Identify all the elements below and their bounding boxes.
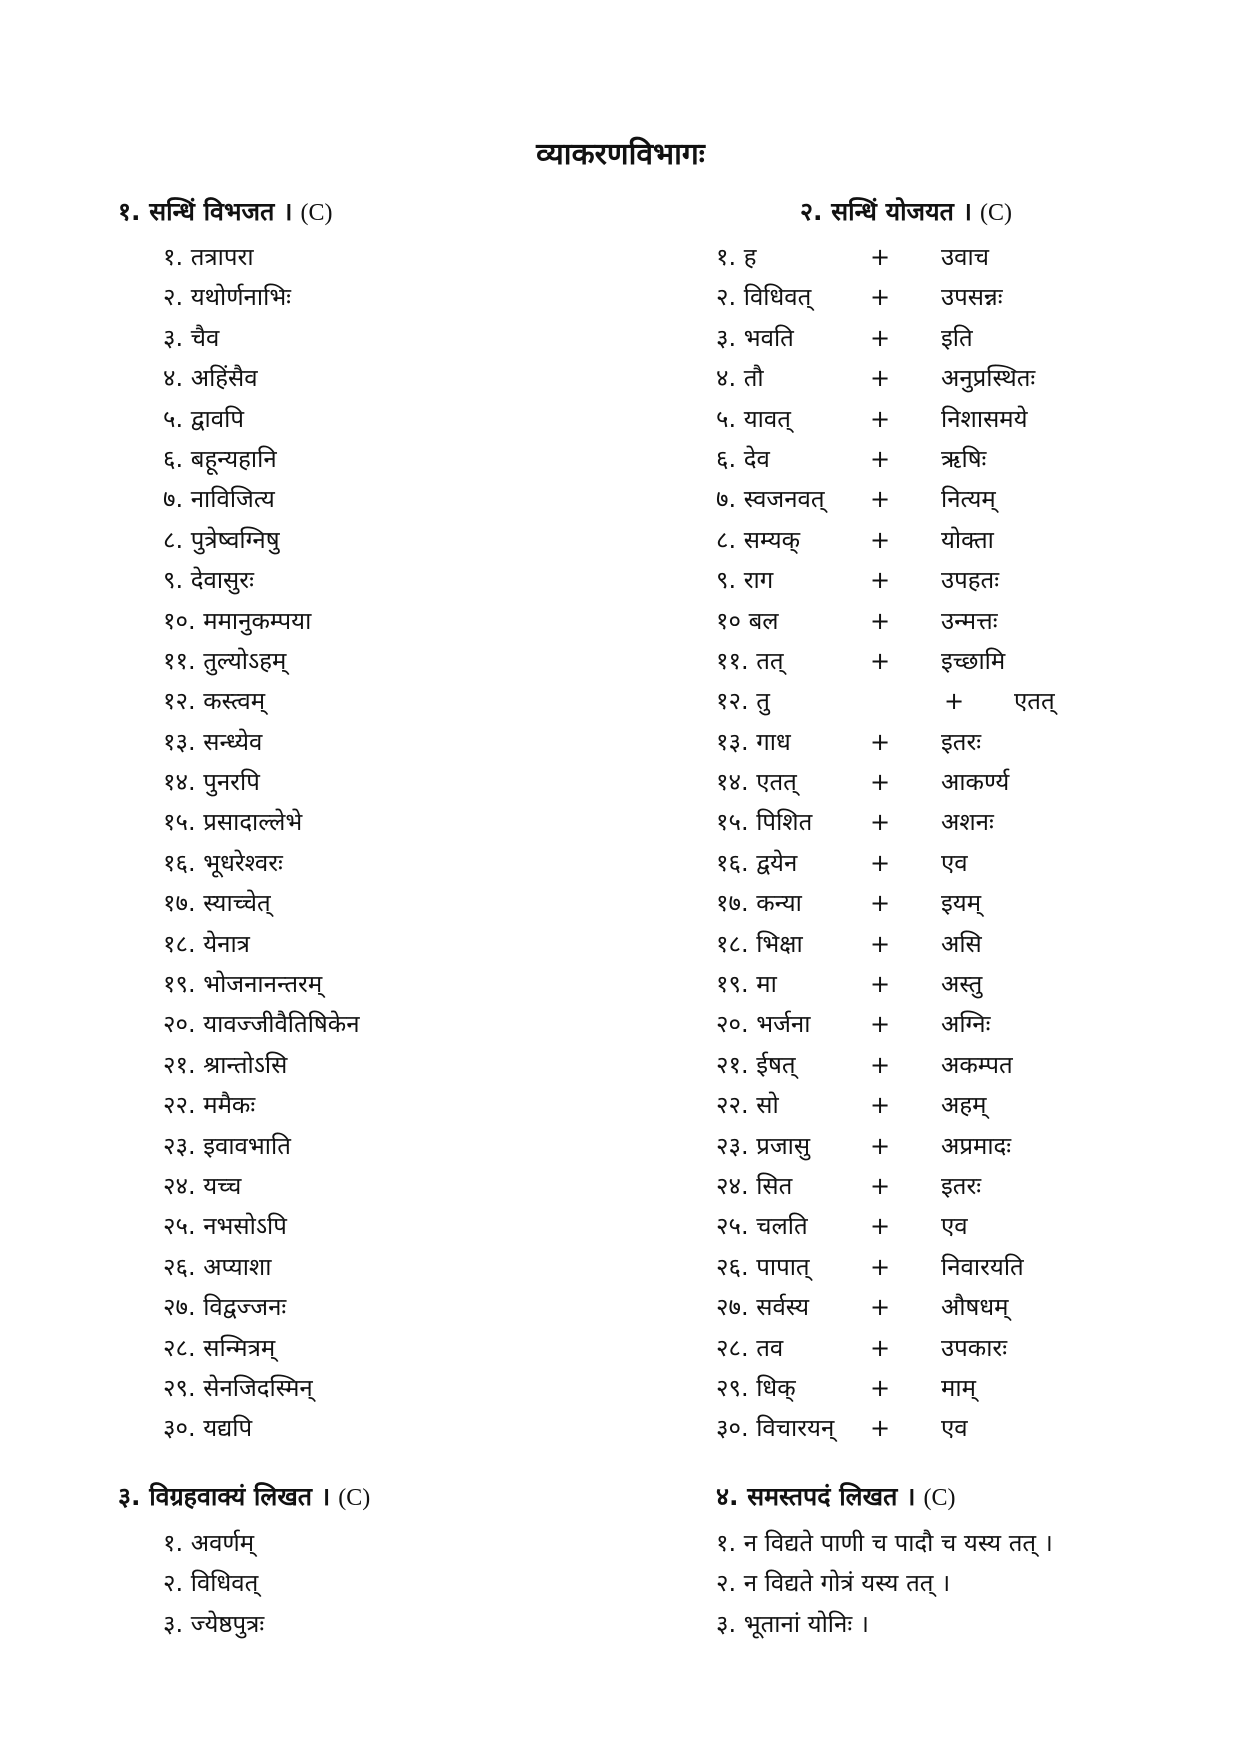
sandhi-first-word: १५. पिशित [716, 808, 813, 837]
section-2-list [716, 237, 1176, 1449]
list-item [716, 722, 1176, 762]
sandhi-second-word: इतरः [941, 1171, 982, 1200]
sandhi-second-word: अनुप्रस्थितः [941, 364, 1036, 393]
plus-sign: + [869, 1373, 891, 1402]
sandhi-second-word: अकम्पत [941, 1050, 1013, 1079]
list-item [716, 964, 1176, 1004]
list-item [716, 1166, 1176, 1206]
plus-sign: + [869, 646, 891, 675]
list-item: १६. भूधरेश्वरः [163, 848, 283, 877]
plus-sign: + [869, 485, 891, 514]
sandhi-second-word: ऋषिः [941, 444, 987, 473]
list-item: ११. तुल्योऽहम् [163, 646, 287, 675]
section-1-tag: (C) [300, 200, 333, 226]
plus-sign: + [869, 1131, 891, 1160]
list-item: ८. पुत्रेष्वग्निषु [163, 525, 280, 554]
page-title: व्याकरणविभागः [536, 137, 705, 172]
list-item [716, 681, 1176, 721]
list-item [716, 520, 1176, 560]
sandhi-first-word: १० बल [716, 606, 779, 635]
plus-sign: + [869, 1050, 891, 1079]
sandhi-first-word: १. ह [716, 243, 757, 271]
sandhi-first-word: २६. पापात् [716, 1252, 810, 1281]
list-item [716, 883, 1176, 923]
plus-sign: + [869, 566, 891, 595]
list-item [716, 762, 1176, 802]
plus-sign: + [869, 1414, 891, 1443]
sandhi-first-word: ४. तौ [716, 364, 764, 393]
plus-sign: + [869, 929, 891, 958]
sandhi-first-word: ३. भवति [716, 323, 794, 352]
list-item: १९. भोजनानन्तरम् [163, 970, 323, 999]
sandhi-first-word: २२. सो [716, 1091, 779, 1120]
sandhi-second-word: निवारयति [941, 1252, 1024, 1281]
list-item [716, 924, 1176, 964]
list-item: २. विधिवत् [163, 1569, 259, 1598]
sandhi-second-word: असि [941, 929, 982, 958]
list-item: ३. भूतानां योनिः । [716, 1609, 869, 1638]
list-item: २०. यावज्जीवैतिषिकेन [163, 1010, 360, 1039]
list-item: २४. यच्च [163, 1171, 242, 1200]
section-2-heading-text: २. सन्धिं योजयत । [800, 197, 973, 226]
list-item [716, 1206, 1176, 1246]
section-4-heading [716, 1479, 956, 1513]
section-4-list [716, 1523, 1053, 1644]
list-item [716, 641, 1176, 681]
list-item [716, 1328, 1176, 1368]
list-item: १७. स्याच्चेत् [163, 889, 271, 918]
sandhi-first-word: १७. कन्या [716, 889, 802, 918]
list-item [716, 1247, 1176, 1287]
list-item: २८. सन्मित्रम् [163, 1333, 276, 1362]
list-item [716, 1287, 1176, 1327]
section-3-tag: (C) [338, 1485, 371, 1511]
sandhi-second-word: उपकारः [941, 1333, 1008, 1362]
sandhi-first-word: ५. यावत् [716, 404, 791, 433]
sandhi-first-word: २३. प्रजासु [716, 1131, 811, 1160]
plus-sign: + [869, 1293, 891, 1322]
list-item [716, 399, 1176, 439]
list-item: २९. सेनजिदस्मिन् [163, 1373, 313, 1402]
sandhi-second-word: एव [941, 848, 968, 877]
section-4-tag: (C) [923, 1485, 956, 1511]
list-item [716, 1408, 1176, 1448]
section-2-heading [800, 194, 1012, 228]
list-item: २५. नभसोऽपि [163, 1212, 287, 1241]
list-item [716, 802, 1176, 842]
list-item: १२. कस्त्वम् [163, 687, 266, 716]
plus-sign: + [869, 848, 891, 877]
section-2-tag: (C) [980, 200, 1013, 226]
sandhi-first-word: २७. सर्वस्य [716, 1293, 810, 1322]
list-item: २३. इवावभाति [163, 1131, 291, 1160]
list-item: १. न विद्यते पाणी च पादौ च यस्य तत् । [716, 1529, 1053, 1557]
sandhi-first-word: २४. सित [716, 1171, 793, 1200]
plus-sign: + [869, 1010, 891, 1039]
list-item: ६. बहून्यहानि [163, 444, 277, 473]
sandhi-second-word: एव [941, 1212, 968, 1241]
list-item: ३. ज्येष्ठपुत्रः [163, 1609, 265, 1638]
sandhi-second-word: अहम् [941, 1091, 987, 1120]
list-item [716, 1045, 1176, 1085]
plus-sign: + [869, 606, 891, 635]
sandhi-second-word: अप्रमादः [941, 1131, 1012, 1160]
list-item [716, 560, 1176, 600]
list-item [716, 318, 1176, 358]
section-3-list [163, 1523, 264, 1644]
sandhi-second-word: योक्ता [941, 525, 994, 554]
list-item [716, 1004, 1176, 1044]
section-3-heading-text: ३. विग्रहवाक्यं लिखत । [118, 1482, 331, 1511]
plus-sign: + [869, 808, 891, 837]
plus-sign: + [869, 1091, 891, 1120]
list-item [716, 479, 1176, 519]
plus-sign: + [869, 889, 891, 918]
plus-sign: + [869, 1252, 891, 1281]
list-item [716, 1085, 1176, 1125]
list-item: २२. ममैकः [163, 1091, 256, 1120]
sandhi-second-word: एतत् [1014, 687, 1055, 716]
plus-sign: + [869, 970, 891, 999]
list-item: ३०. यद्यपि [163, 1414, 253, 1443]
plus-sign: + [869, 404, 891, 433]
sandhi-first-word: ७. स्वजनवत् [716, 485, 825, 514]
list-item: १८. येनात्र [163, 929, 250, 958]
list-item [716, 237, 1176, 277]
section-4-heading-text: ४. समस्तपदं लिखत । [716, 1482, 916, 1511]
sandhi-first-word: २. विधिवत् [716, 283, 812, 312]
list-item: २६. अप्याशा [163, 1252, 272, 1281]
sandhi-first-word: २१. ईषत् [716, 1050, 796, 1079]
list-item: १४. पुनरपि [163, 768, 260, 797]
sandhi-second-word: उपहतः [941, 566, 1000, 595]
sandhi-second-word: उवाच [941, 243, 989, 271]
sandhi-first-word: १२. तु [716, 687, 770, 716]
sandhi-first-word: २५. चलति [716, 1212, 808, 1241]
sandhi-second-word: उपसन्नः [941, 283, 1003, 312]
list-item: २. यथोर्णनाभिः [163, 283, 292, 312]
list-item: २. न विद्यते गोत्रं यस्य तत् । [716, 1569, 951, 1598]
sandhi-first-word: ८. सम्यक् [716, 525, 801, 554]
plus-sign: + [869, 768, 891, 797]
list-item: १. तत्रापरा [163, 243, 254, 271]
sandhi-second-word: एव [941, 1414, 968, 1443]
sandhi-second-word: अग्निः [941, 1010, 991, 1039]
list-item [716, 358, 1176, 398]
plus-sign: + [869, 525, 891, 554]
sandhi-first-word: १४. एतत् [716, 768, 797, 797]
section-1-list [163, 237, 360, 1449]
sandhi-second-word: अस्तु [941, 970, 983, 999]
list-item: १०. ममानुकम्पया [163, 606, 312, 635]
list-item: ९. देवासुरः [163, 566, 254, 595]
plus-sign: + [869, 323, 891, 352]
sandhi-second-word: इतरः [941, 727, 982, 756]
list-item: २७. विद्वज्जनः [163, 1293, 287, 1322]
sandhi-first-word: १६. द्वयेन [716, 848, 798, 877]
list-item [716, 277, 1176, 317]
list-item: ३. चैव [163, 323, 220, 352]
sandhi-first-word: ११. तत् [716, 646, 784, 675]
list-item [716, 1126, 1176, 1166]
plus-sign: + [869, 243, 891, 271]
plus-sign: + [869, 1212, 891, 1241]
plus-sign: + [869, 1333, 891, 1362]
sandhi-second-word: आकर्ण्य [941, 768, 1010, 797]
sandhi-first-word: ३०. विचारयन् [716, 1414, 835, 1443]
sandhi-second-word: इति [941, 323, 973, 352]
sandhi-first-word: २९. धिक् [716, 1373, 796, 1402]
sandhi-first-word: १८. भिक्षा [716, 929, 803, 958]
sandhi-second-word: नित्यम् [941, 485, 996, 514]
list-item: १३. सन्ध्येव [163, 727, 263, 756]
list-item [716, 439, 1176, 479]
sandhi-second-word: इयम् [941, 889, 982, 918]
plus-sign: + [869, 727, 891, 756]
sandhi-second-word: निशासमये [941, 404, 1028, 433]
list-item [716, 1368, 1176, 1408]
list-item: ४. अहिंसैव [163, 364, 258, 393]
list-item: ५. द्वावपि [163, 404, 244, 433]
plus-sign: + [869, 444, 891, 473]
section-3-heading [118, 1479, 370, 1513]
section-1-heading [118, 194, 333, 228]
section-1-heading-text: १. सन्धिं विभजत । [118, 197, 293, 226]
plus-sign: + [869, 364, 891, 393]
list-item: ७. नाविजित्य [163, 485, 275, 514]
plus-sign: + [869, 1171, 891, 1200]
sandhi-first-word: २८. तव [716, 1333, 784, 1362]
plus-sign: + [869, 283, 891, 312]
sandhi-first-word: २०. भर्जना [716, 1010, 811, 1039]
sandhi-first-word: १९. मा [716, 970, 777, 999]
sandhi-second-word: माम् [941, 1373, 976, 1402]
sandhi-first-word: ९. राग [716, 566, 774, 595]
sandhi-first-word: १३. गाध [716, 727, 791, 756]
list-item: २१. श्रान्तोऽसि [163, 1050, 288, 1079]
list-item [716, 601, 1176, 641]
sandhi-second-word: औषधम् [941, 1293, 1009, 1322]
sandhi-first-word: ६. देव [716, 444, 770, 473]
sandhi-second-word: उन्मत्तः [941, 606, 998, 635]
sandhi-second-word: इच्छामि [941, 646, 1006, 675]
list-item: १. अवर्णम् [163, 1529, 255, 1557]
list-item [716, 843, 1176, 883]
sandhi-second-word: अशनः [941, 808, 994, 837]
plus-sign: + [943, 687, 965, 716]
list-item: १५. प्रसादाल्लेभे [163, 808, 303, 837]
